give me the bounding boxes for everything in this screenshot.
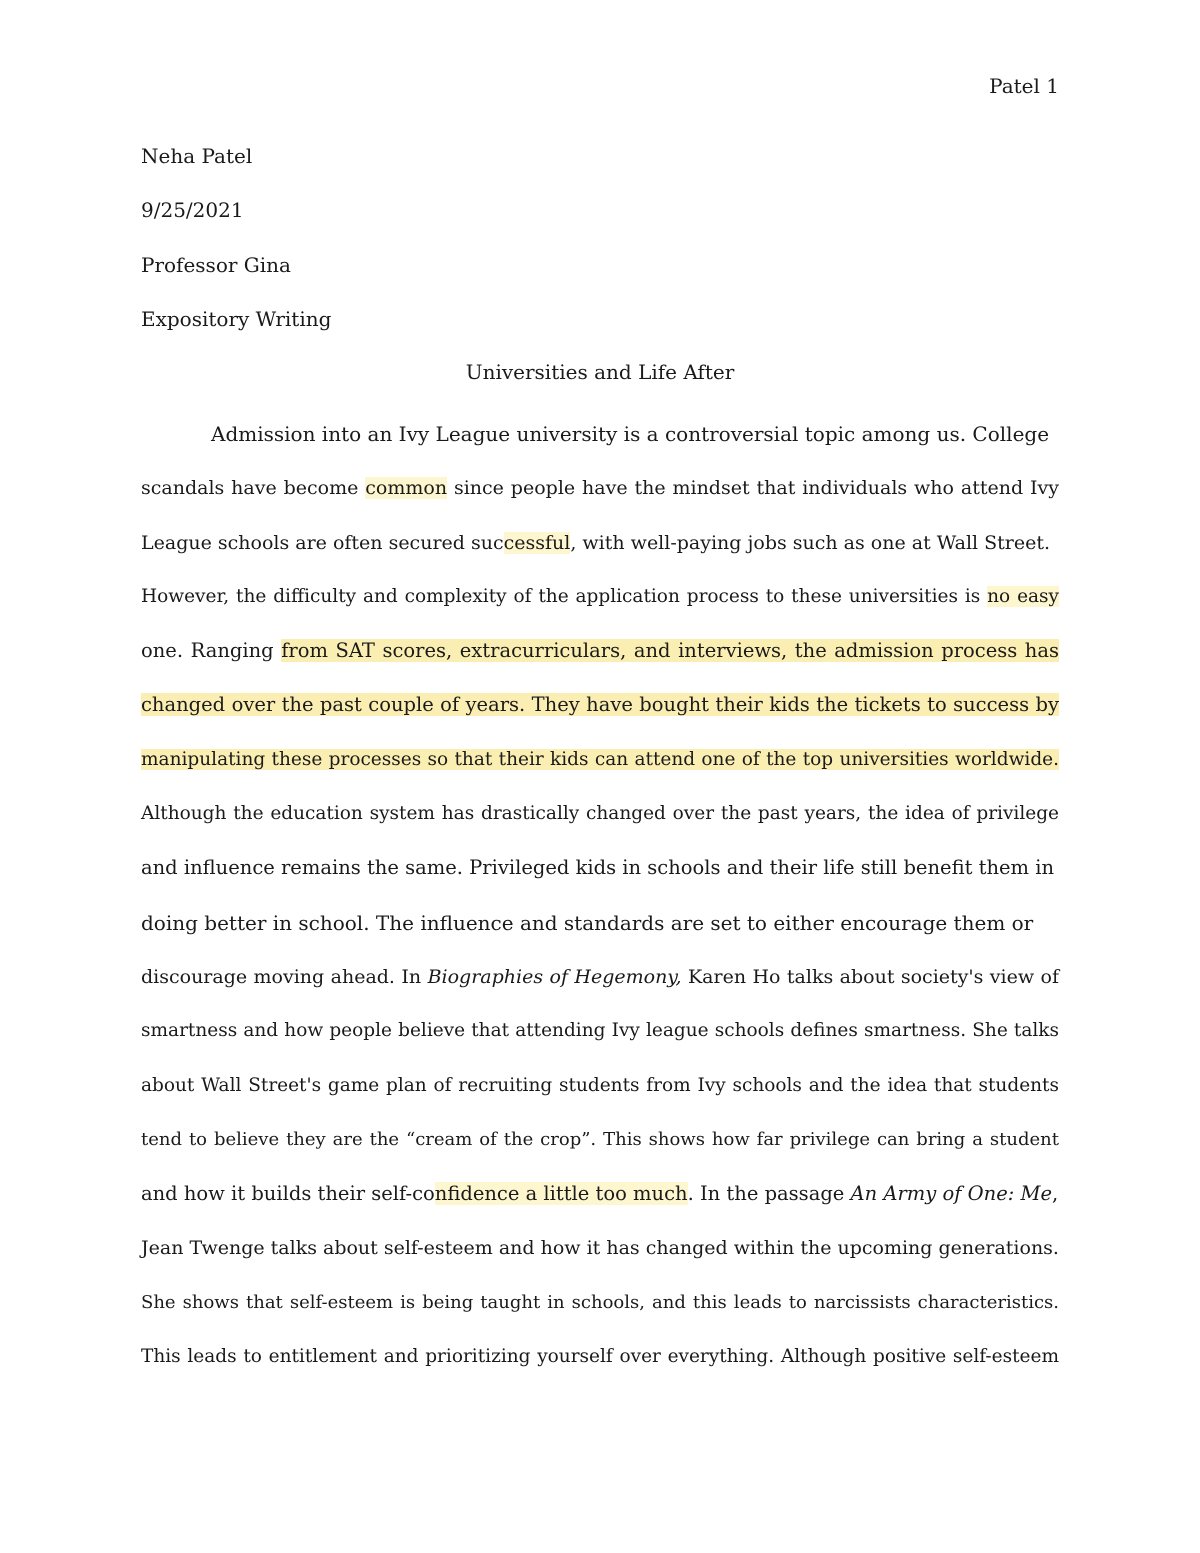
date: 9/25/2021 xyxy=(141,198,244,223)
essay-body xyxy=(141,420,1059,1397)
author-name: Neha Patel xyxy=(141,144,253,168)
highlighted-text: common xyxy=(365,477,448,500)
highlighted-text: cessful xyxy=(503,531,571,554)
passage-title: An Army of One: Me xyxy=(850,1182,1053,1206)
highlighted-text: manipulating these processes so that their kids can attend one of the top universities worldwide. xyxy=(141,748,1059,770)
paragraph-line: Admission into an Ivy League university is a controversial topic among us. College xyxy=(211,422,1050,446)
paragraph-line: scandals have become common since people have the mindset that individuals who attend Ivy xyxy=(141,477,1059,500)
highlighted-text: changed over the past couple of years. They have bought their kids the tickets to success by xyxy=(141,693,1059,717)
paragraph-line: smartness and how people believe that attending Ivy league schools defines smartness. She talks xyxy=(141,1020,1059,1042)
paragraph-line: and influence remains the same. Privileged kids in schools and their life still benefit them in xyxy=(141,856,1055,880)
paragraph-line: League schools are often secured successful, with well-paying jobs such as one at Wall Street. xyxy=(141,531,1051,554)
paragraph-line: Although the education system has drastically changed over the past years, the idea of privilege xyxy=(141,803,1059,825)
professor-name: Professor Gina xyxy=(141,252,291,277)
paragraph-line: about Wall Street's game plan of recruiting students from Ivy schools and the idea that students xyxy=(141,1074,1059,1096)
paragraph-line: and how it builds their self-confidence a little too much. In the passage An Army of One: Me, xyxy=(141,1182,1059,1206)
paragraph-line: However, the difficulty and complexity of the application process to these universities is no easy xyxy=(141,585,1059,607)
paragraph-line: doing better in school. The influence and standards are set to either encourage them or xyxy=(141,910,1034,935)
paragraph-line: She shows that self-esteem is being taught in schools, and this leads to narcissists characteristics. xyxy=(141,1291,1059,1313)
course-name: Expository Writing xyxy=(141,306,332,331)
paragraph-line: This leads to entitlement and prioritizing yourself over everything. Although positive self-esteem xyxy=(141,1346,1059,1368)
paragraph-line: Jean Twenge talks about self-esteem and how it has changed within the upcoming generations. xyxy=(141,1237,1059,1260)
paragraph-line: discourage moving ahead. In Biographies of Hegemony, Karen Ho talks about society's view of xyxy=(141,965,1059,988)
highlighted-text: from SAT scores, extracurriculars, and interviews, the admission process has xyxy=(281,639,1059,663)
essay-title: Universities and Life After xyxy=(465,360,735,384)
book-title: Biographies of Hegemony, xyxy=(427,965,682,988)
paragraph-line: tend to believe they are the “cream of the crop”. This shows how far privilege can bring a student xyxy=(141,1128,1059,1150)
page-header-number: Patel 1 xyxy=(989,74,1059,98)
paragraph-line: one. Ranging from SAT scores, extracurriculars, and interviews, the admission process has xyxy=(141,639,1059,663)
highlighted-text: no easy xyxy=(987,585,1059,607)
paragraph-line xyxy=(141,746,1059,800)
highlighted-text: nfidence a little too much xyxy=(434,1182,688,1206)
mla-heading xyxy=(141,142,1061,359)
paragraph-line xyxy=(141,691,1059,745)
